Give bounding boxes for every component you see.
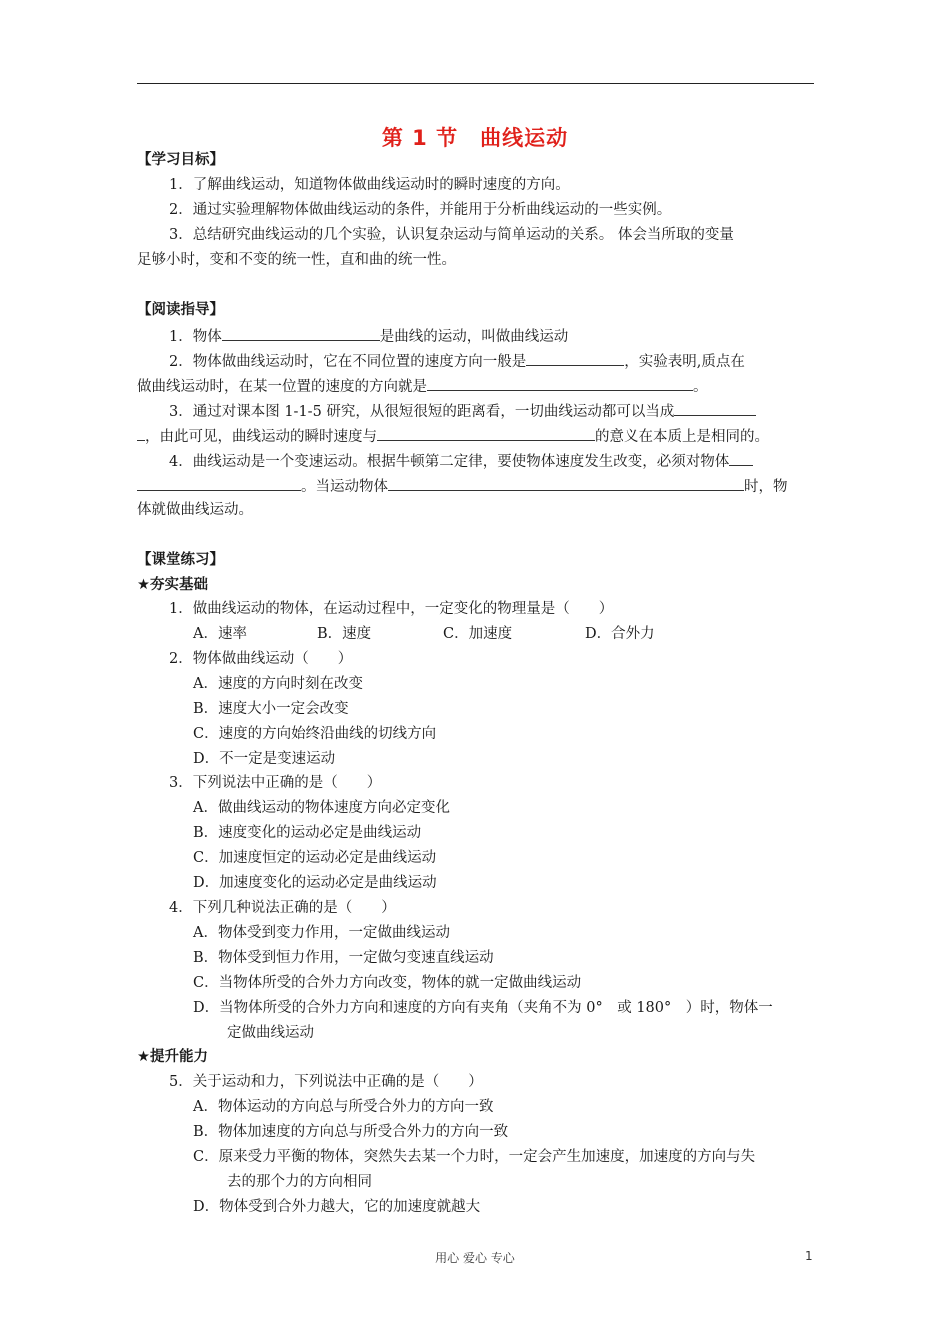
blank-field[interactable] (222, 323, 380, 341)
page-number: 1 (805, 1249, 813, 1263)
option-d-cont: 定做曲线运动 (227, 1025, 314, 1041)
question-4: 4．下列几种说法正确的是（ ） (169, 900, 396, 916)
reading-q1 (137, 323, 814, 350)
blank-field[interactable] (388, 473, 744, 491)
blank-field[interactable] (427, 373, 693, 391)
option-c[interactable]: C．加速度恒定的运动必定是曲线运动 (193, 850, 437, 866)
option-c[interactable]: C．原来受力平衡的物体，突然失去某一个力时，一定会产生加速度，加速度的方向与失 (193, 1149, 756, 1165)
option-d[interactable]: D．当物体所受的合外力方向和速度的方向有夹角（夹角不为 0° 或 180° ）时，物体一 (193, 1000, 773, 1016)
option-c[interactable]: C．加速度 (443, 626, 513, 642)
reading-q4-text: 时，物 (744, 479, 788, 495)
page-footer: 用心 爱心 专心 (435, 1251, 515, 1265)
goals-heading: 【学习目标】 (137, 152, 224, 168)
section-number: 第 1 节 (381, 126, 459, 150)
option-d[interactable]: D．合外力 (585, 626, 655, 642)
option-b[interactable]: B．速度大小一定会改变 (193, 701, 349, 717)
basic-heading: ★夯实基础 (137, 577, 208, 593)
reading-q3 (137, 398, 814, 425)
question-1: 1．做曲线运动的物体，在运动过程中，一定变化的物理量是（ ） (169, 601, 614, 617)
reading-q3-text: 3．通过对课本图 1-1-5 研究，从很短很短的距离看，一切曲线运动都可以当成 (169, 404, 675, 420)
option-b[interactable]: B．速度 (317, 626, 372, 642)
reading-q3-text: ，由此可见，曲线运动的瞬时速度与 (145, 429, 377, 445)
option-a[interactable]: A．物体运动的方向总与所受合外力的方向一致 (193, 1099, 494, 1115)
reading-q2-text: 2．物体做曲线运动时，它在不同位置的速度方向一般是 (169, 354, 527, 370)
header-rule (137, 83, 814, 84)
option-c[interactable]: C．速度的方向始终沿曲线的切线方向 (193, 726, 437, 742)
option-c-cont: 去的那个力的方向相同 (227, 1174, 372, 1190)
question-2: 2．物体做曲线运动（ ） (169, 651, 353, 667)
option-b[interactable]: B．物体加速度的方向总与所受合外力的方向一致 (193, 1124, 509, 1140)
reading-q1-text: 是曲线的运动，叫做曲线运动 (379, 329, 569, 345)
option-a[interactable]: A．速度的方向时刻在改变 (193, 676, 363, 692)
goal-item: 3．总结研究曲线运动的几个实验，认识复杂运动与简单运动的关系。 体会当所取的变量 (169, 227, 734, 243)
option-d[interactable]: D．物体受到合外力越大，它的加速度就越大 (193, 1199, 481, 1215)
option-a[interactable]: A．物体受到变力作用，一定做曲线运动 (193, 925, 450, 941)
section-title: 曲线运动 (480, 126, 569, 150)
question-3: 3．下列说法中正确的是（ ） (169, 775, 382, 791)
reading-q4-text: 4．曲线运动是一个变速运动。根据牛顿第二定律，要使物体速度发生改变，必须对物体 (169, 454, 730, 470)
option-a[interactable]: A．做曲线运动的物体速度方向必定变化 (193, 800, 450, 816)
blank-field[interactable] (729, 448, 753, 466)
reading-q3-cont (137, 423, 814, 450)
reading-q1-text: 1．物体 (169, 329, 222, 345)
blank-field[interactable] (526, 348, 624, 366)
question-1-options (137, 622, 814, 647)
reading-q2-cont (137, 373, 814, 400)
option-b[interactable]: B．速度变化的运动必定是曲线运动 (193, 825, 422, 841)
question-5: 5．关于运动和力，下列说法中正确的是（ ） (169, 1074, 483, 1090)
blank-field[interactable] (674, 398, 756, 416)
blank-field[interactable] (137, 473, 301, 491)
reading-q3-text: 的意义在本质上是相同的。 (595, 429, 769, 445)
reading-q2-text: 做曲线运动时，在某一位置的速度的方向就是 (137, 379, 427, 395)
reading-q2 (137, 348, 814, 375)
option-d[interactable]: D．不一定是变速运动 (193, 751, 336, 767)
option-a[interactable]: A．速率 (193, 626, 247, 642)
option-d[interactable]: D．加速度变化的运动必定是曲线运动 (193, 875, 437, 891)
practice-heading: 【课堂练习】 (137, 552, 224, 568)
reading-q4-cont (137, 473, 814, 500)
goal-item: 1．了解曲线运动，知道物体做曲线运动时的瞬时速度的方向。 (169, 177, 570, 193)
reading-q4-end: 体就做曲线运动。 (137, 502, 253, 518)
goal-item: 2．通过实验理解物体做曲线运动的条件，并能用于分析曲线运动的一些实例。 (169, 202, 672, 218)
reading-q4 (137, 448, 814, 475)
option-c[interactable]: C．当物体所受的合外力方向改变，物体的就一定做曲线运动 (193, 975, 582, 991)
blank-field[interactable] (137, 423, 145, 441)
reading-q2-text: 。 (693, 379, 708, 395)
reading-heading: 【阅读指导】 (137, 302, 224, 318)
blank-field[interactable] (377, 423, 595, 441)
option-b[interactable]: B．物体受到恒力作用，一定做匀变速直线运动 (193, 950, 494, 966)
goal-item: 足够小时，变和不变的统一性，直和曲的统一性。 (137, 252, 456, 268)
reading-q4-text: 。当运动物体 (301, 479, 388, 495)
reading-q2-text: ，实验表明,质点在 (624, 354, 745, 370)
advanced-heading: ★提升能力 (137, 1049, 208, 1065)
